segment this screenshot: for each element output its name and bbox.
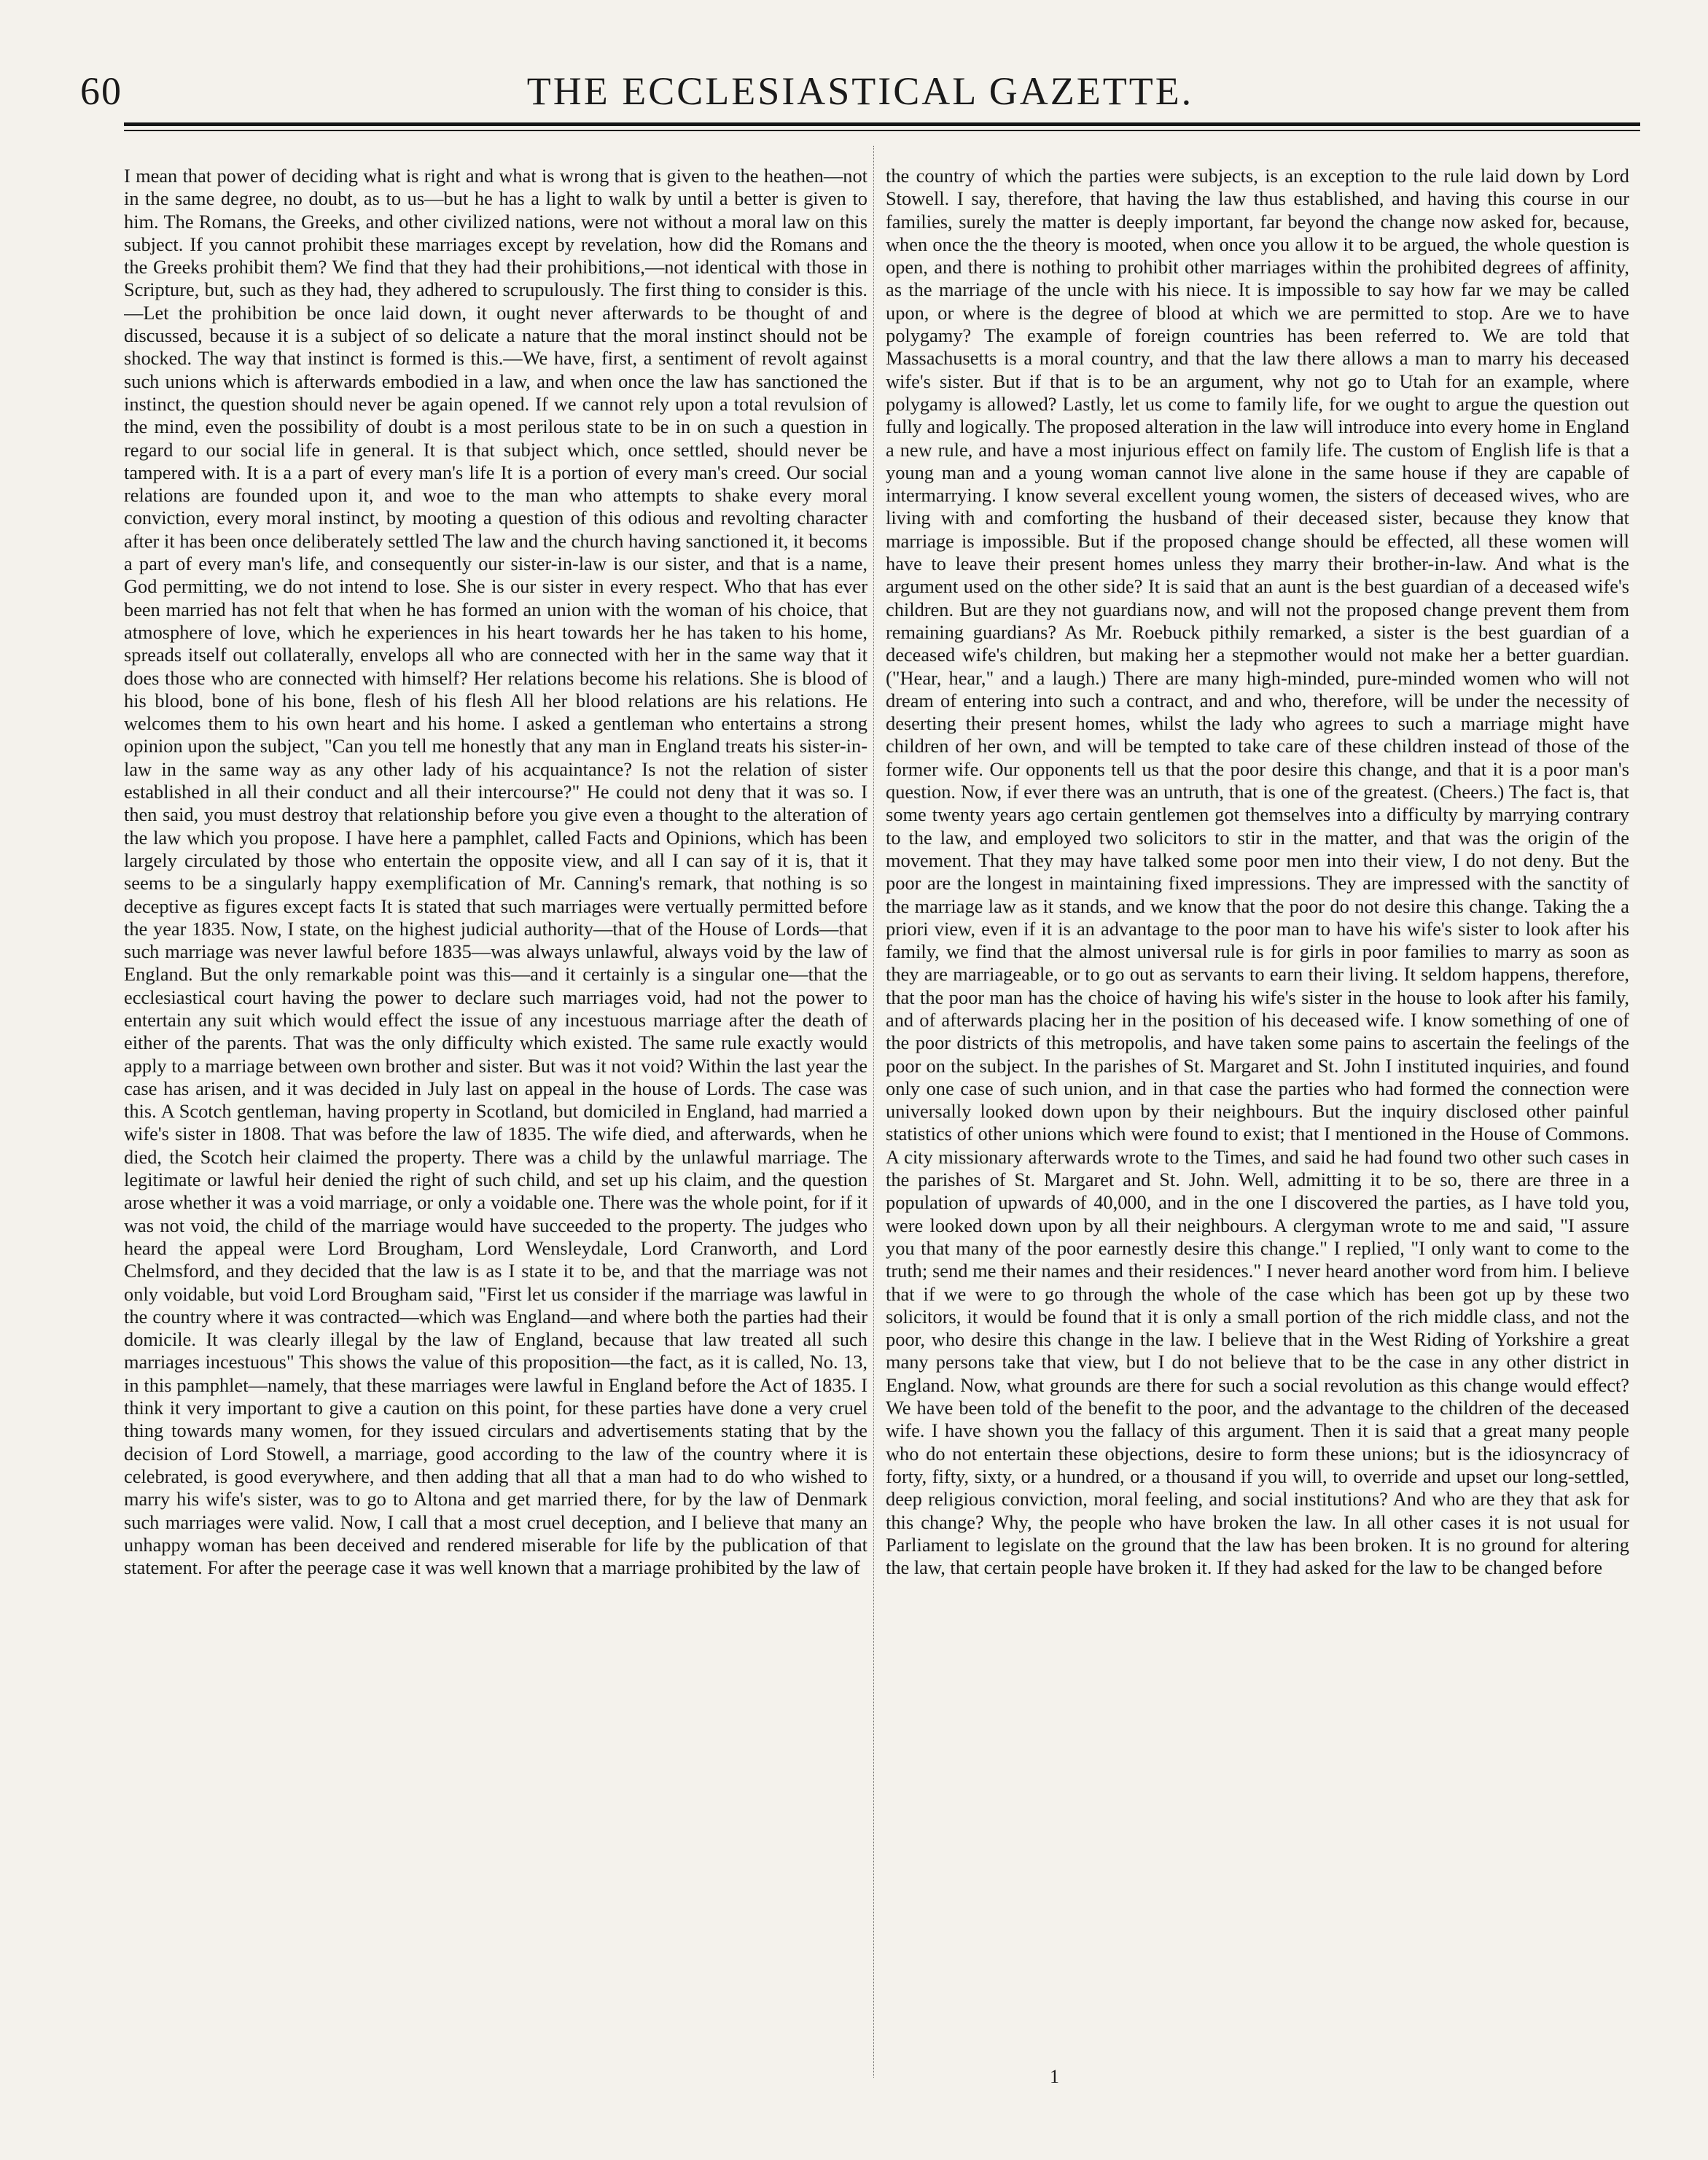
column-right-text: the country of which the parties were subjects, is an exception to the rule laid down by Lord Stowell. I say, therefore, that having the law thus established, and having this course in our families, surely the matter is deeply important, far beyond the change now asked for, because, when once the the theory is mooted, when once you allow it to be argued, the whole question is open, and there is nothing to prohibit other marriages within the prohibited degrees of affinity, as the marriage of the uncle with his niece. It is impossible to say how far we may be called upon, or where is the degree of blood at which we are permitted to stop. Are we to have polygamy? The example of foreign countries has been referred to. We are told that Massachusetts is a moral country, and that the law there allows a man to marry his deceased wife's sister. But if that is to be an argument, why not go to Utah for an example, where polygamy is allowed? Lastly, let us come to family life, for we ought to argue the question out fully and logically. The proposed alteration in the law will introduce into every home in England a new rule, and have a most injurious effect on family life. The custom of English life is that a young man and a young woman cannot live alone in the same house if they are capable of intermarrying. I know several excellent young women, the sisters of deceased wives, who are living with and comforting the husband of their deceased sister, because they know that marriage is impossible. But if the proposed change should be effected, all these women will have to leave their present homes unless they marry their brother-in-law. And what is the argument used on the other side? It is said that an aunt is the best guardian of a deceased wife's children. But are they not guardians now, and will not the proposed change prevent them from remaining guardians? As Mr. Roebuck pithily remarked, a sister is the best guardian of a deceased wife's children, but making her a stepmother would not make her a better guardian. ("Hear, hear," and a laugh.) There are many high-minded, pure-minded women who will not dream of entering into such a contract, and and who, therefore, will be under the necessity of deserting their present homes, whilst the lady who agrees to such a marriage might have children of her own, and will be tempted to take care of these children instead of those of the former wife. Our opponents tell us that the poor desire this change, and that it is a poor man's question. Now, if ever there was an untruth, that is one of the greatest. (Cheers.) The fact is, that some twenty years ago certain gentlemen got themselves into a difficulty by marrying contrary to the law, and employed two solicitors to stir in the matter, and that was the origin of the movement. That they may have talked some poor men into their view, I do not deny. But the poor are the longest in maintaining fixed impressions. They are impressed with the sanctity of the marriage law as it stands, and we know that the poor do not desire this change. Taking the a priori view, even if it is an advantage to the poor man to have his wife's sister to look after his family, we find that the almost universal rule is for girls in poor families to marry as soon as they are marriageable, or to go out as servants to earn their living. It seldom happens, therefore, that the poor man has the choice of having his wife's sister in the house to look after his family, and of afterwards placing her in the position of his deceased wife. I know something of one of the poor districts of this metropolis, and have taken some pains to ascertain the feelings of the poor on the subject. In the parishes of St. Margaret and St. John I instituted inquiries, and found only one case of such union, and in that case the parties who had formed the connection were universally looked down upon by their neighbours. But the inquiry disclosed other painful statistics of other unions which were found to exist; that I mentioned in the House of Commons. A city missionary afterwards wrote to the Times, and said he had found two other such cases in the parishes of St. Margaret and St. John. Well, admitting it to be so, there are three in a population of upwards of 40,000, and in the one I discovered the parties, as I have told you, were looked down upon by all their neighbours. A clergyman wrote to me and said, "I assure you that many of the poor earnestly desire this change." I replied, "I only want to come to the truth; send me their names and their residences." I never heard another word from him. I believe that if we were to go through the whole of the case which has been got up by these two solicitors, it would be found that it is only a small portion of the rich middle class, and not the poor, who desire this change in the law. I believe that in the West Riding of Yorkshire a great many persons take that view, but I do not believe that to be the case in any other district in England. Now, what grounds are there for such a social revolution as this change would effect? We have been told of the benefit to the poor, and the advantage to the children of the deceased wife. I have shown you the fallacy of this argument. Then it is said that a great many people who do not entertain these objections, desire to form these unions; but is the idiosyncracy of forty, fifty, sixty, or a hundred, or a thousand if you will, to override and upset our long-settled, deep religious conviction, moral feeling, and social institutions? And who are they that ask for this change? Why, the people who have broken the law. In all other cases it is not usual for Parliament to legislate on the ground that the law has been broken. It is no ground for altering the law, that certain people have broken it. If they had asked for the law to be changed before [886, 165, 1629, 1579]
article-column-right [886, 165, 1629, 2075]
header-rule-thin [124, 130, 1640, 131]
column-left-text: I mean that power of deciding what is right and what is wrong that is given to the heathen—not in the same degree, no doubt, as to us—but he has a light to walk by until a better is given to him. The Romans, the Greeks, and other civilized nations, were not without a moral law on this subject. If you cannot prohibit these marriages except by revelation, how did the Romans and the Greeks prohibit them? We find that they had their prohibitions,—not identical with those in Scripture, but, such as they had, they adhered to scrupulously. The first thing to consider is this.—Let the prohibition be once laid down, it ought never afterwards to be thought of and discussed, because it is a subject of so delicate a nature that the moral instinct should not be shocked. The way that instinct is formed is this.—We have, first, a sentiment of revolt against such unions which is afterwards embodied in a law, and when once the law has sanctioned the instinct, the question should never be again opened. If we cannot rely upon a total revulsion of the mind, even the possibility of doubt is a most perilous state to be in on such a question in regard to our social life in general. It is that subject which, once settled, should never be tampered with. It is a a part of every man's life It is a portion of every man's creed. Our social relations are founded upon it, and woe to the man who attempts to shake every moral conviction, every moral instinct, by mooting a question of this odious and revolting character after it has been once deliberately settled The law and the church having sanctioned it, it becoms a part of every man's life, and consequently our sister-in-law is our sister, and that is a name, God permitting, we do not intend to lose. She is our sister in every respect. Who that has ever been married has not felt that when he has formed an union with the woman of his choice, that atmosphere of love, which he experiences in his heart towards her he has taken to his home, spreads itself out collaterally, envelops all who are connected with her in the same way that it does those who are connected with himself? Her relations become his relations. She is blood of his blood, bone of his bone, flesh of his flesh All her blood relations are his relations. He welcomes them to his own heart and his home. I asked a gentleman who entertains a strong opinion upon the subject, "Can you tell me honestly that any man in England treats his sister-in-law in the same way as any other lady of his acquaintance? Is not the relation of sister established in all their conduct and all their intercourse?" He could not deny that it was so. I then said, you must destroy that relationship before you give even a thought to the alteration of the law which you propose. I have here a pamphlet, called Facts and Opinions, which has been largely circulated by those who entertain the opposite view, and all I can say of it is, that it seems to be a singularly happy exemplification of Mr. Canning's remark, that nothing is so deceptive as figures except facts It is stated that such marriages were vertually permitted before the year 1835. Now, I state, on the highest judicial authority—that of the House of Lords—that such marriage was never lawful before 1835—was always unlawful, always void by the law of England. But the only remarkable point was this—and it certainly is a singular one—that the ecclesiastical court having the power to declare such marriages void, had not the power to entertain any suit which would effect the issue of any incestuous marriage after the death of either of the parents. That was the only difficulty which existed. The same rule exactly would apply to a marriage between own brother and sister. But was it not void? Within the last year the case has arisen, and it was decided in July last on appeal in the house of Lords. The case was this. A Scotch gentleman, having property in Scotland, but domiciled in England, had married a wife's sister in 1808. That was before the law of 1835. The wife died, and afterwards, when he died, the Scotch heir claimed the property. There was a child by the unlawful marriage. The legitimate or lawful heir denied the right of such child, and set up his claim, and the question arose whether it was a void marriage, or only a voidable one. There was the whole point, for if it was not void, the child of the marriage would have succeeded to the property. The judges who heard the appeal were Lord Brougham, Lord Wensleydale, Lord Cranworth, and Lord Chelmsford, and they decided that the law is as I state it to be, and that the marriage was not only voidable, but void Lord Brougham said, "First let us consider if the marriage was lawful in the country where it was contracted—which was England—and where both the parties had their domicile. It was clearly illegal by the law of England, because that law treated all such marriages incestuous" This shows the value of this proposition—the fact, as it is called, No. 13, in this pamphlet—namely, that these marriages were lawful in England before the Act of 1835. I think it very important to give a caution on this point, for these parties have done a very cruel thing towards many women, for they issued circulars and advertisements stating that by the decision of Lord Stowell, a marriage, good according to the law of the country where it is celebrated, is good everywhere, and then adding that all that a man had to do who wished to marry his wife's sister, was to go to Altona and get married there, for by the law of Denmark such marriages were valid. Now, I call that a most cruel deception, and I believe that many an unhappy woman has been deceived and rendered miserable for life by the publication of that statement. For after the peerage case it was well known that a marriage prohibited by the law of [124, 165, 867, 1579]
article-column-left [124, 165, 867, 2075]
header-rule-thick [124, 122, 1640, 126]
page-number: 60 [80, 69, 122, 113]
column-divider [873, 146, 875, 2078]
masthead-title: THE ECCLESIASTICAL GAZETTE. [526, 69, 1194, 113]
page-header [80, 66, 1640, 117]
footer-mark: 1 [1050, 2066, 1059, 2087]
